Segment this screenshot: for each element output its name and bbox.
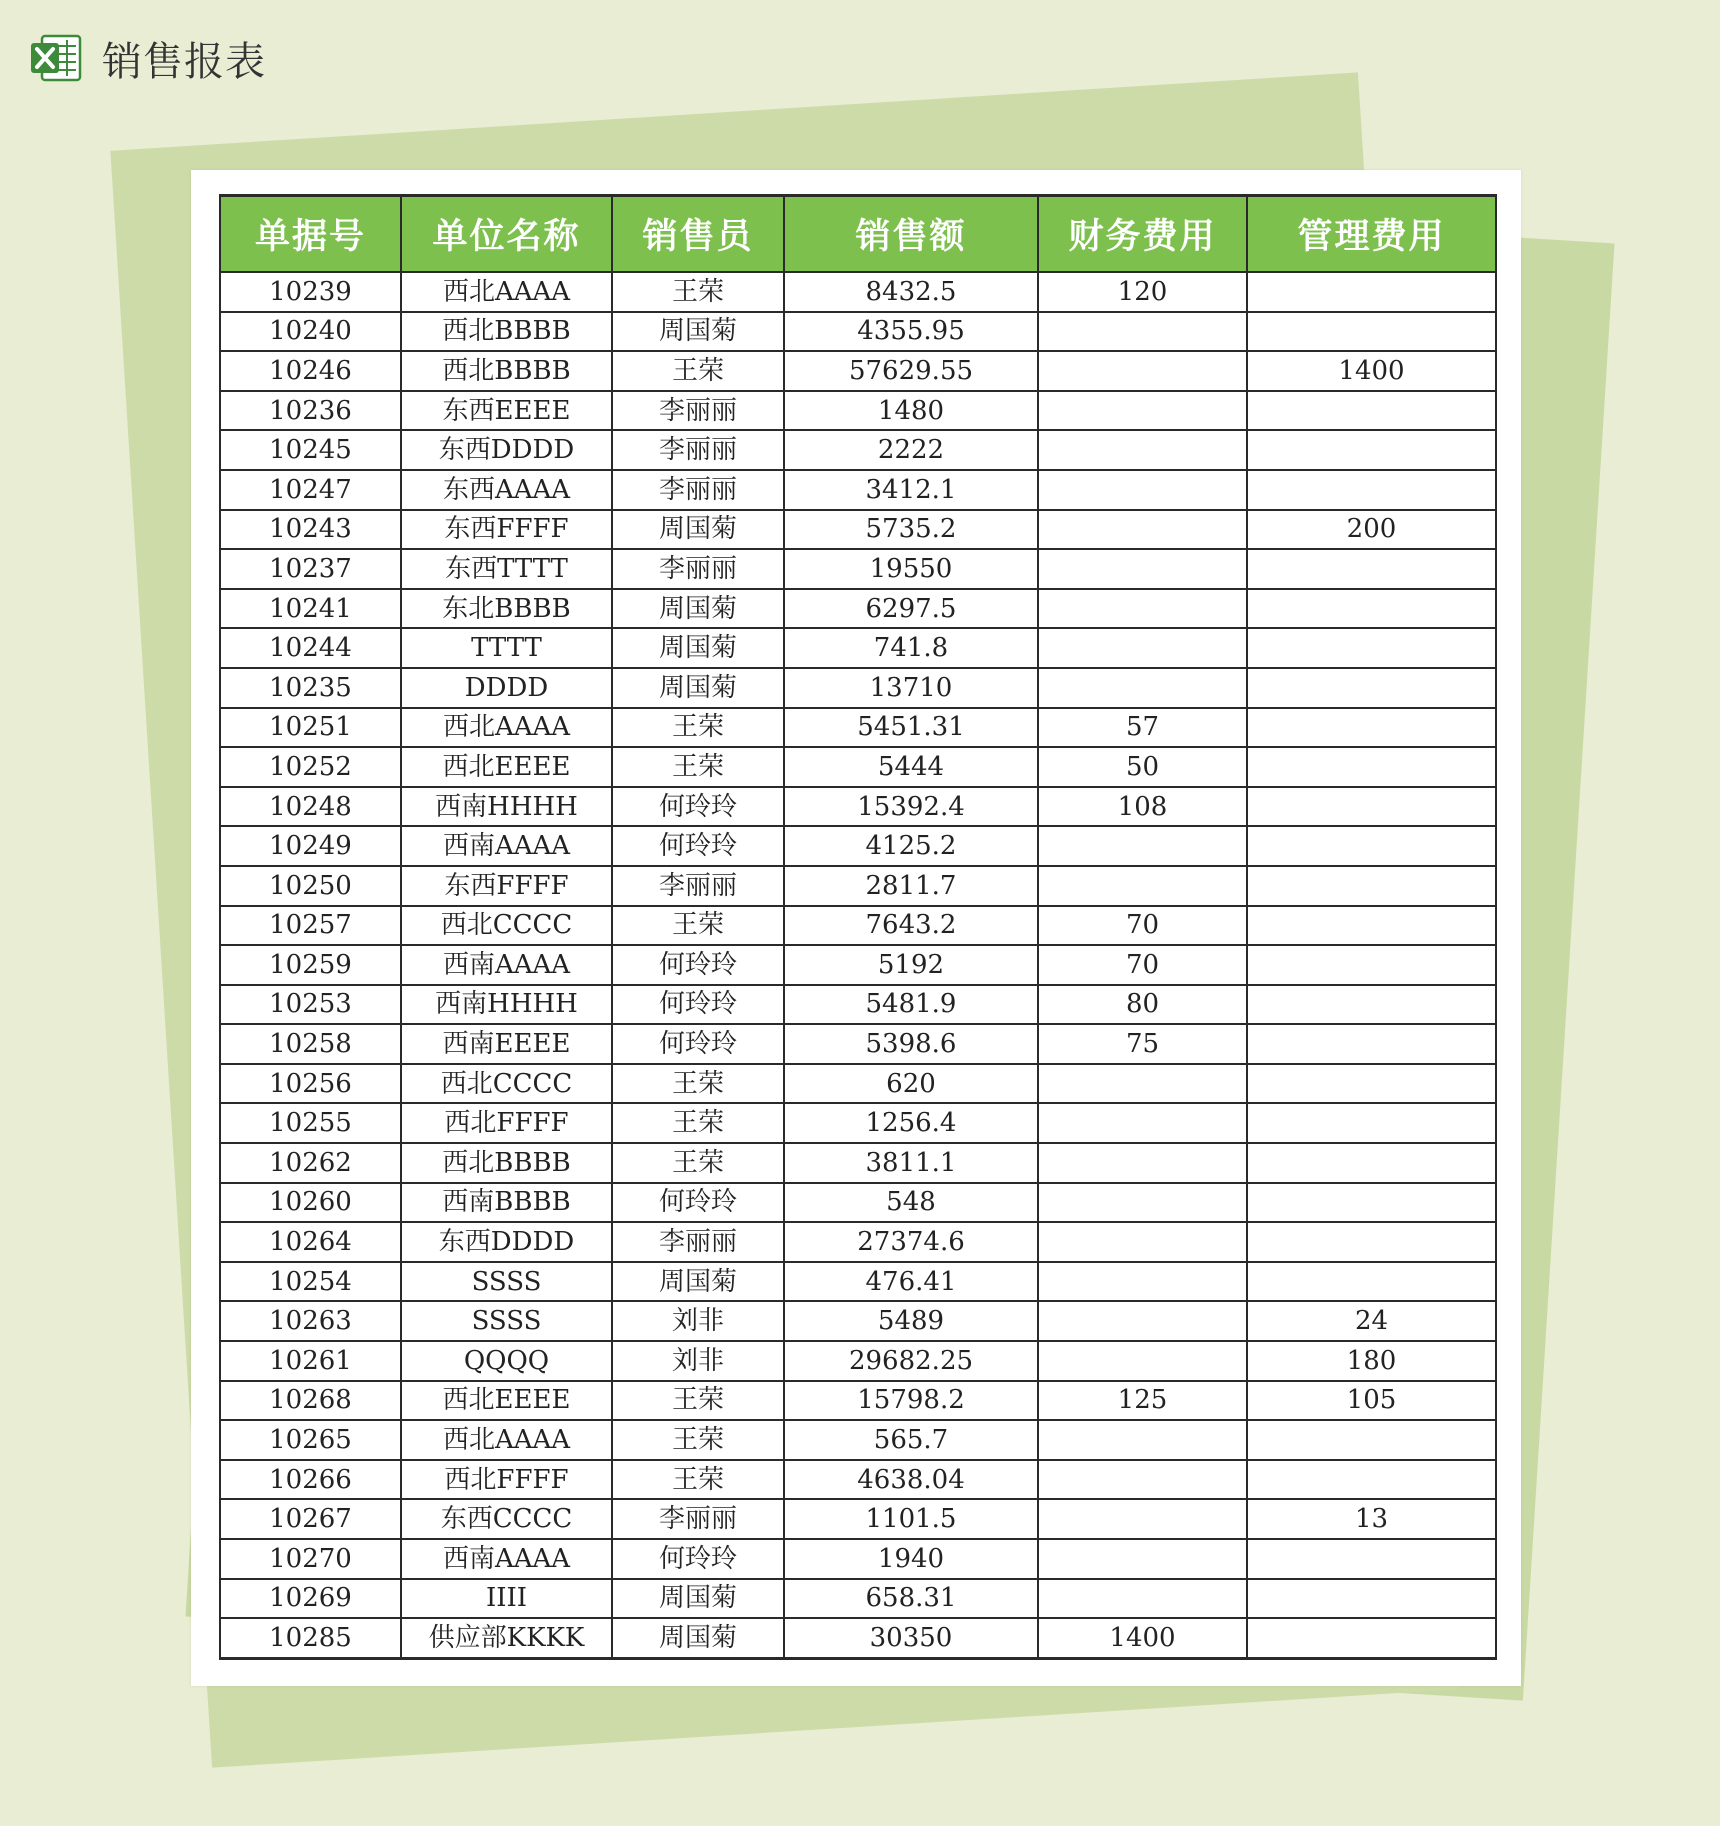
doc-no-cell: 10268 xyxy=(220,1381,401,1421)
finance-cost-cell xyxy=(1038,1499,1247,1539)
salesperson-cell: 李丽丽 xyxy=(612,1222,784,1262)
admin-cost-cell xyxy=(1247,985,1496,1025)
table-row xyxy=(220,1143,1496,1183)
unit-name-cell: 西南AAAA xyxy=(401,945,612,985)
salesperson-cell: 何玲玲 xyxy=(612,1183,784,1223)
salesperson-cell: 王荣 xyxy=(612,1103,784,1143)
admin-cost-cell: 1400 xyxy=(1247,351,1496,391)
table-row xyxy=(220,549,1496,589)
admin-cost-cell xyxy=(1247,945,1496,985)
table-row xyxy=(220,1183,1496,1223)
excel-icon xyxy=(28,30,84,86)
finance-cost-cell xyxy=(1038,549,1247,589)
finance-cost-cell xyxy=(1038,668,1247,708)
finance-cost-cell xyxy=(1038,430,1247,470)
salesperson-cell: 李丽丽 xyxy=(612,1499,784,1539)
salesperson-cell: 何玲玲 xyxy=(612,826,784,866)
table-row xyxy=(220,391,1496,431)
admin-cost-cell xyxy=(1247,787,1496,827)
unit-name-cell: 东西DDDD xyxy=(401,1222,612,1262)
admin-cost-cell: 13 xyxy=(1247,1499,1496,1539)
admin-cost-cell xyxy=(1247,708,1496,748)
table-row xyxy=(220,1381,1496,1421)
table-row xyxy=(220,1301,1496,1341)
salesperson-cell: 李丽丽 xyxy=(612,549,784,589)
finance-cost-cell xyxy=(1038,826,1247,866)
table-row xyxy=(220,510,1496,550)
table-row xyxy=(220,272,1496,312)
admin-cost-cell xyxy=(1247,470,1496,510)
salesperson-cell: 何玲玲 xyxy=(612,1024,784,1064)
table-row xyxy=(220,787,1496,827)
finance-cost-cell: 120 xyxy=(1038,272,1247,312)
unit-name-cell: 东西FFFF xyxy=(401,866,612,906)
sales-amount-cell: 27374.6 xyxy=(784,1222,1038,1262)
sales-amount-cell: 3412.1 xyxy=(784,470,1038,510)
unit-name-cell: 西北CCCC xyxy=(401,1064,612,1104)
unit-name-cell: 东北BBBB xyxy=(401,589,612,629)
sales-amount-cell: 741.8 xyxy=(784,628,1038,668)
table-row xyxy=(220,668,1496,708)
table-header-row xyxy=(220,196,1496,273)
salesperson-cell: 刘非 xyxy=(612,1341,784,1381)
column-header-finance-cost: 财务费用 xyxy=(1038,196,1247,273)
finance-cost-cell xyxy=(1038,1301,1247,1341)
column-header-admin-cost: 管理费用 xyxy=(1247,196,1496,273)
doc-no-cell: 10237 xyxy=(220,549,401,589)
report-sheet xyxy=(191,170,1521,1686)
finance-cost-cell xyxy=(1038,589,1247,629)
unit-name-cell: 西北CCCC xyxy=(401,906,612,946)
table-row xyxy=(220,351,1496,391)
salesperson-cell: 李丽丽 xyxy=(612,391,784,431)
salesperson-cell: 王荣 xyxy=(612,906,784,946)
unit-name-cell: QQQQ xyxy=(401,1341,612,1381)
salesperson-cell: 周国菊 xyxy=(612,1579,784,1619)
page-header xyxy=(28,28,266,88)
doc-no-cell: 10235 xyxy=(220,668,401,708)
sales-amount-cell: 5481.9 xyxy=(784,985,1038,1025)
doc-no-cell: 10243 xyxy=(220,510,401,550)
sales-amount-cell: 19550 xyxy=(784,549,1038,589)
sales-amount-cell: 2811.7 xyxy=(784,866,1038,906)
finance-cost-cell: 80 xyxy=(1038,985,1247,1025)
finance-cost-cell: 70 xyxy=(1038,906,1247,946)
unit-name-cell: 西南HHHH xyxy=(401,985,612,1025)
table-body xyxy=(220,272,1496,1658)
admin-cost-cell xyxy=(1247,628,1496,668)
finance-cost-cell xyxy=(1038,1143,1247,1183)
sales-amount-cell: 476.41 xyxy=(784,1262,1038,1302)
salesperson-cell: 王荣 xyxy=(612,272,784,312)
salesperson-cell: 刘非 xyxy=(612,1301,784,1341)
admin-cost-cell xyxy=(1247,866,1496,906)
unit-name-cell: SSSS xyxy=(401,1301,612,1341)
table-row xyxy=(220,1420,1496,1460)
admin-cost-cell xyxy=(1247,272,1496,312)
salesperson-cell: 周国菊 xyxy=(612,1262,784,1302)
unit-name-cell: 西北AAAA xyxy=(401,708,612,748)
doc-no-cell: 10241 xyxy=(220,589,401,629)
sales-amount-cell: 1101.5 xyxy=(784,1499,1038,1539)
table-row xyxy=(220,945,1496,985)
admin-cost-cell xyxy=(1247,1183,1496,1223)
salesperson-cell: 王荣 xyxy=(612,1381,784,1421)
admin-cost-cell xyxy=(1247,1064,1496,1104)
admin-cost-cell: 24 xyxy=(1247,1301,1496,1341)
salesperson-cell: 王荣 xyxy=(612,1460,784,1500)
sales-amount-cell: 1256.4 xyxy=(784,1103,1038,1143)
admin-cost-cell xyxy=(1247,1024,1496,1064)
sales-amount-cell: 3811.1 xyxy=(784,1143,1038,1183)
table-row xyxy=(220,1579,1496,1619)
salesperson-cell: 王荣 xyxy=(612,1420,784,1460)
doc-no-cell: 10270 xyxy=(220,1539,401,1579)
doc-no-cell: 10239 xyxy=(220,272,401,312)
doc-no-cell: 10249 xyxy=(220,826,401,866)
doc-no-cell: 10267 xyxy=(220,1499,401,1539)
doc-no-cell: 10240 xyxy=(220,312,401,352)
doc-no-cell: 10260 xyxy=(220,1183,401,1223)
sales-amount-cell: 4638.04 xyxy=(784,1460,1038,1500)
unit-name-cell: DDDD xyxy=(401,668,612,708)
unit-name-cell: 西南HHHH xyxy=(401,787,612,827)
unit-name-cell: SSSS xyxy=(401,1262,612,1302)
unit-name-cell: 西北BBBB xyxy=(401,351,612,391)
admin-cost-cell xyxy=(1247,1618,1496,1658)
finance-cost-cell: 50 xyxy=(1038,747,1247,787)
table-row xyxy=(220,1222,1496,1262)
sales-amount-cell: 5192 xyxy=(784,945,1038,985)
doc-no-cell: 10259 xyxy=(220,945,401,985)
table-row xyxy=(220,628,1496,668)
admin-cost-cell xyxy=(1247,1579,1496,1619)
table-row xyxy=(220,1499,1496,1539)
column-header-unit-name: 单位名称 xyxy=(401,196,612,273)
sales-amount-cell: 620 xyxy=(784,1064,1038,1104)
sales-table xyxy=(219,194,1497,1660)
finance-cost-cell xyxy=(1038,866,1247,906)
sales-amount-cell: 57629.55 xyxy=(784,351,1038,391)
doc-no-cell: 10255 xyxy=(220,1103,401,1143)
table-row xyxy=(220,1024,1496,1064)
finance-cost-cell xyxy=(1038,1222,1247,1262)
doc-no-cell: 10254 xyxy=(220,1262,401,1302)
admin-cost-cell xyxy=(1247,1262,1496,1302)
table-row xyxy=(220,589,1496,629)
finance-cost-cell xyxy=(1038,1341,1247,1381)
doc-no-cell: 10285 xyxy=(220,1618,401,1658)
sales-amount-cell: 5735.2 xyxy=(784,510,1038,550)
salesperson-cell: 周国菊 xyxy=(612,510,784,550)
table-row xyxy=(220,866,1496,906)
unit-name-cell: 西南AAAA xyxy=(401,826,612,866)
finance-cost-cell xyxy=(1038,1183,1247,1223)
salesperson-cell: 何玲玲 xyxy=(612,787,784,827)
table-row xyxy=(220,1262,1496,1302)
salesperson-cell: 何玲玲 xyxy=(612,1539,784,1579)
table-row xyxy=(220,1539,1496,1579)
salesperson-cell: 何玲玲 xyxy=(612,945,784,985)
table-row xyxy=(220,1103,1496,1143)
sales-amount-cell: 548 xyxy=(784,1183,1038,1223)
unit-name-cell: 西北EEEE xyxy=(401,747,612,787)
salesperson-cell: 周国菊 xyxy=(612,312,784,352)
admin-cost-cell xyxy=(1247,1222,1496,1262)
finance-cost-cell xyxy=(1038,1420,1247,1460)
unit-name-cell: 西北FFFF xyxy=(401,1460,612,1500)
doc-no-cell: 10236 xyxy=(220,391,401,431)
doc-no-cell: 10252 xyxy=(220,747,401,787)
finance-cost-cell xyxy=(1038,1539,1247,1579)
doc-no-cell: 10261 xyxy=(220,1341,401,1381)
salesperson-cell: 李丽丽 xyxy=(612,866,784,906)
salesperson-cell: 王荣 xyxy=(612,1064,784,1104)
column-header-salesperson: 销售员 xyxy=(612,196,784,273)
doc-no-cell: 10269 xyxy=(220,1579,401,1619)
table-row xyxy=(220,985,1496,1025)
salesperson-cell: 何玲玲 xyxy=(612,985,784,1025)
table-row xyxy=(220,708,1496,748)
table-row xyxy=(220,430,1496,470)
finance-cost-cell xyxy=(1038,312,1247,352)
salesperson-cell: 周国菊 xyxy=(612,1618,784,1658)
finance-cost-cell: 108 xyxy=(1038,787,1247,827)
sales-amount-cell: 13710 xyxy=(784,668,1038,708)
doc-no-cell: 10247 xyxy=(220,470,401,510)
sales-amount-cell: 30350 xyxy=(784,1618,1038,1658)
admin-cost-cell xyxy=(1247,589,1496,629)
doc-no-cell: 10262 xyxy=(220,1143,401,1183)
unit-name-cell: 东西TTTT xyxy=(401,549,612,589)
finance-cost-cell: 75 xyxy=(1038,1024,1247,1064)
finance-cost-cell xyxy=(1038,1579,1247,1619)
salesperson-cell: 周国菊 xyxy=(612,589,784,629)
unit-name-cell: 供应部KKKK xyxy=(401,1618,612,1658)
salesperson-cell: 王荣 xyxy=(612,351,784,391)
column-header-sales-amount: 销售额 xyxy=(784,196,1038,273)
admin-cost-cell xyxy=(1247,826,1496,866)
finance-cost-cell: 57 xyxy=(1038,708,1247,748)
unit-name-cell: 西南AAAA xyxy=(401,1539,612,1579)
doc-no-cell: 10248 xyxy=(220,787,401,827)
unit-name-cell: 东西DDDD xyxy=(401,430,612,470)
unit-name-cell: 西北FFFF xyxy=(401,1103,612,1143)
table-row xyxy=(220,312,1496,352)
unit-name-cell: IIII xyxy=(401,1579,612,1619)
sales-amount-cell: 5398.6 xyxy=(784,1024,1038,1064)
finance-cost-cell xyxy=(1038,510,1247,550)
admin-cost-cell xyxy=(1247,391,1496,431)
doc-no-cell: 10265 xyxy=(220,1420,401,1460)
unit-name-cell: 东西EEEE xyxy=(401,391,612,431)
sales-amount-cell: 29682.25 xyxy=(784,1341,1038,1381)
doc-no-cell: 10257 xyxy=(220,906,401,946)
unit-name-cell: 西南BBBB xyxy=(401,1183,612,1223)
finance-cost-cell xyxy=(1038,470,1247,510)
sales-amount-cell: 6297.5 xyxy=(784,589,1038,629)
sales-amount-cell: 1940 xyxy=(784,1539,1038,1579)
sales-amount-cell: 15392.4 xyxy=(784,787,1038,827)
admin-cost-cell xyxy=(1247,1460,1496,1500)
doc-no-cell: 10244 xyxy=(220,628,401,668)
sales-amount-cell: 5489 xyxy=(784,1301,1038,1341)
finance-cost-cell xyxy=(1038,1262,1247,1302)
table-row xyxy=(220,826,1496,866)
doc-no-cell: 10253 xyxy=(220,985,401,1025)
salesperson-cell: 李丽丽 xyxy=(612,470,784,510)
finance-cost-cell xyxy=(1038,351,1247,391)
admin-cost-cell: 105 xyxy=(1247,1381,1496,1421)
admin-cost-cell xyxy=(1247,549,1496,589)
finance-cost-cell xyxy=(1038,628,1247,668)
table-row xyxy=(220,1341,1496,1381)
admin-cost-cell xyxy=(1247,1143,1496,1183)
sales-amount-cell: 5444 xyxy=(784,747,1038,787)
unit-name-cell: 西北AAAA xyxy=(401,1420,612,1460)
sales-amount-cell: 565.7 xyxy=(784,1420,1038,1460)
admin-cost-cell xyxy=(1247,1420,1496,1460)
finance-cost-cell xyxy=(1038,1460,1247,1500)
unit-name-cell: 东西CCCC xyxy=(401,1499,612,1539)
table-row xyxy=(220,747,1496,787)
sales-amount-cell: 4125.2 xyxy=(784,826,1038,866)
unit-name-cell: 西南EEEE xyxy=(401,1024,612,1064)
sales-amount-cell: 2222 xyxy=(784,430,1038,470)
admin-cost-cell xyxy=(1247,747,1496,787)
doc-no-cell: 10264 xyxy=(220,1222,401,1262)
page-title: 销售报表 xyxy=(102,38,266,85)
unit-name-cell: TTTT xyxy=(401,628,612,668)
finance-cost-cell xyxy=(1038,1103,1247,1143)
sales-amount-cell: 5451.31 xyxy=(784,708,1038,748)
unit-name-cell: 东西FFFF xyxy=(401,510,612,550)
finance-cost-cell: 70 xyxy=(1038,945,1247,985)
salesperson-cell: 王荣 xyxy=(612,747,784,787)
unit-name-cell: 东西AAAA xyxy=(401,470,612,510)
doc-no-cell: 10245 xyxy=(220,430,401,470)
sales-amount-cell: 4355.95 xyxy=(784,312,1038,352)
salesperson-cell: 周国菊 xyxy=(612,628,784,668)
sales-amount-cell: 7643.2 xyxy=(784,906,1038,946)
salesperson-cell: 王荣 xyxy=(612,1143,784,1183)
table-row xyxy=(220,906,1496,946)
doc-no-cell: 10256 xyxy=(220,1064,401,1104)
column-header-doc-no: 单据号 xyxy=(220,196,401,273)
doc-no-cell: 10251 xyxy=(220,708,401,748)
doc-no-cell: 10250 xyxy=(220,866,401,906)
doc-no-cell: 10246 xyxy=(220,351,401,391)
finance-cost-cell xyxy=(1038,1064,1247,1104)
table-row xyxy=(220,1618,1496,1658)
admin-cost-cell: 180 xyxy=(1247,1341,1496,1381)
finance-cost-cell xyxy=(1038,391,1247,431)
doc-no-cell: 10258 xyxy=(220,1024,401,1064)
admin-cost-cell xyxy=(1247,1539,1496,1579)
sales-amount-cell: 1480 xyxy=(784,391,1038,431)
finance-cost-cell: 125 xyxy=(1038,1381,1247,1421)
sales-amount-cell: 15798.2 xyxy=(784,1381,1038,1421)
unit-name-cell: 西北BBBB xyxy=(401,312,612,352)
unit-name-cell: 西北AAAA xyxy=(401,272,612,312)
admin-cost-cell xyxy=(1247,430,1496,470)
admin-cost-cell xyxy=(1247,906,1496,946)
doc-no-cell: 10263 xyxy=(220,1301,401,1341)
salesperson-cell: 李丽丽 xyxy=(612,430,784,470)
salesperson-cell: 周国菊 xyxy=(612,668,784,708)
admin-cost-cell xyxy=(1247,1103,1496,1143)
table-row xyxy=(220,1064,1496,1104)
table-row xyxy=(220,470,1496,510)
admin-cost-cell xyxy=(1247,668,1496,708)
unit-name-cell: 西北EEEE xyxy=(401,1381,612,1421)
unit-name-cell: 西北BBBB xyxy=(401,1143,612,1183)
admin-cost-cell xyxy=(1247,312,1496,352)
finance-cost-cell: 1400 xyxy=(1038,1618,1247,1658)
doc-no-cell: 10266 xyxy=(220,1460,401,1500)
table-row xyxy=(220,1460,1496,1500)
sales-amount-cell: 658.31 xyxy=(784,1579,1038,1619)
sales-amount-cell: 8432.5 xyxy=(784,272,1038,312)
salesperson-cell: 王荣 xyxy=(612,708,784,748)
admin-cost-cell: 200 xyxy=(1247,510,1496,550)
